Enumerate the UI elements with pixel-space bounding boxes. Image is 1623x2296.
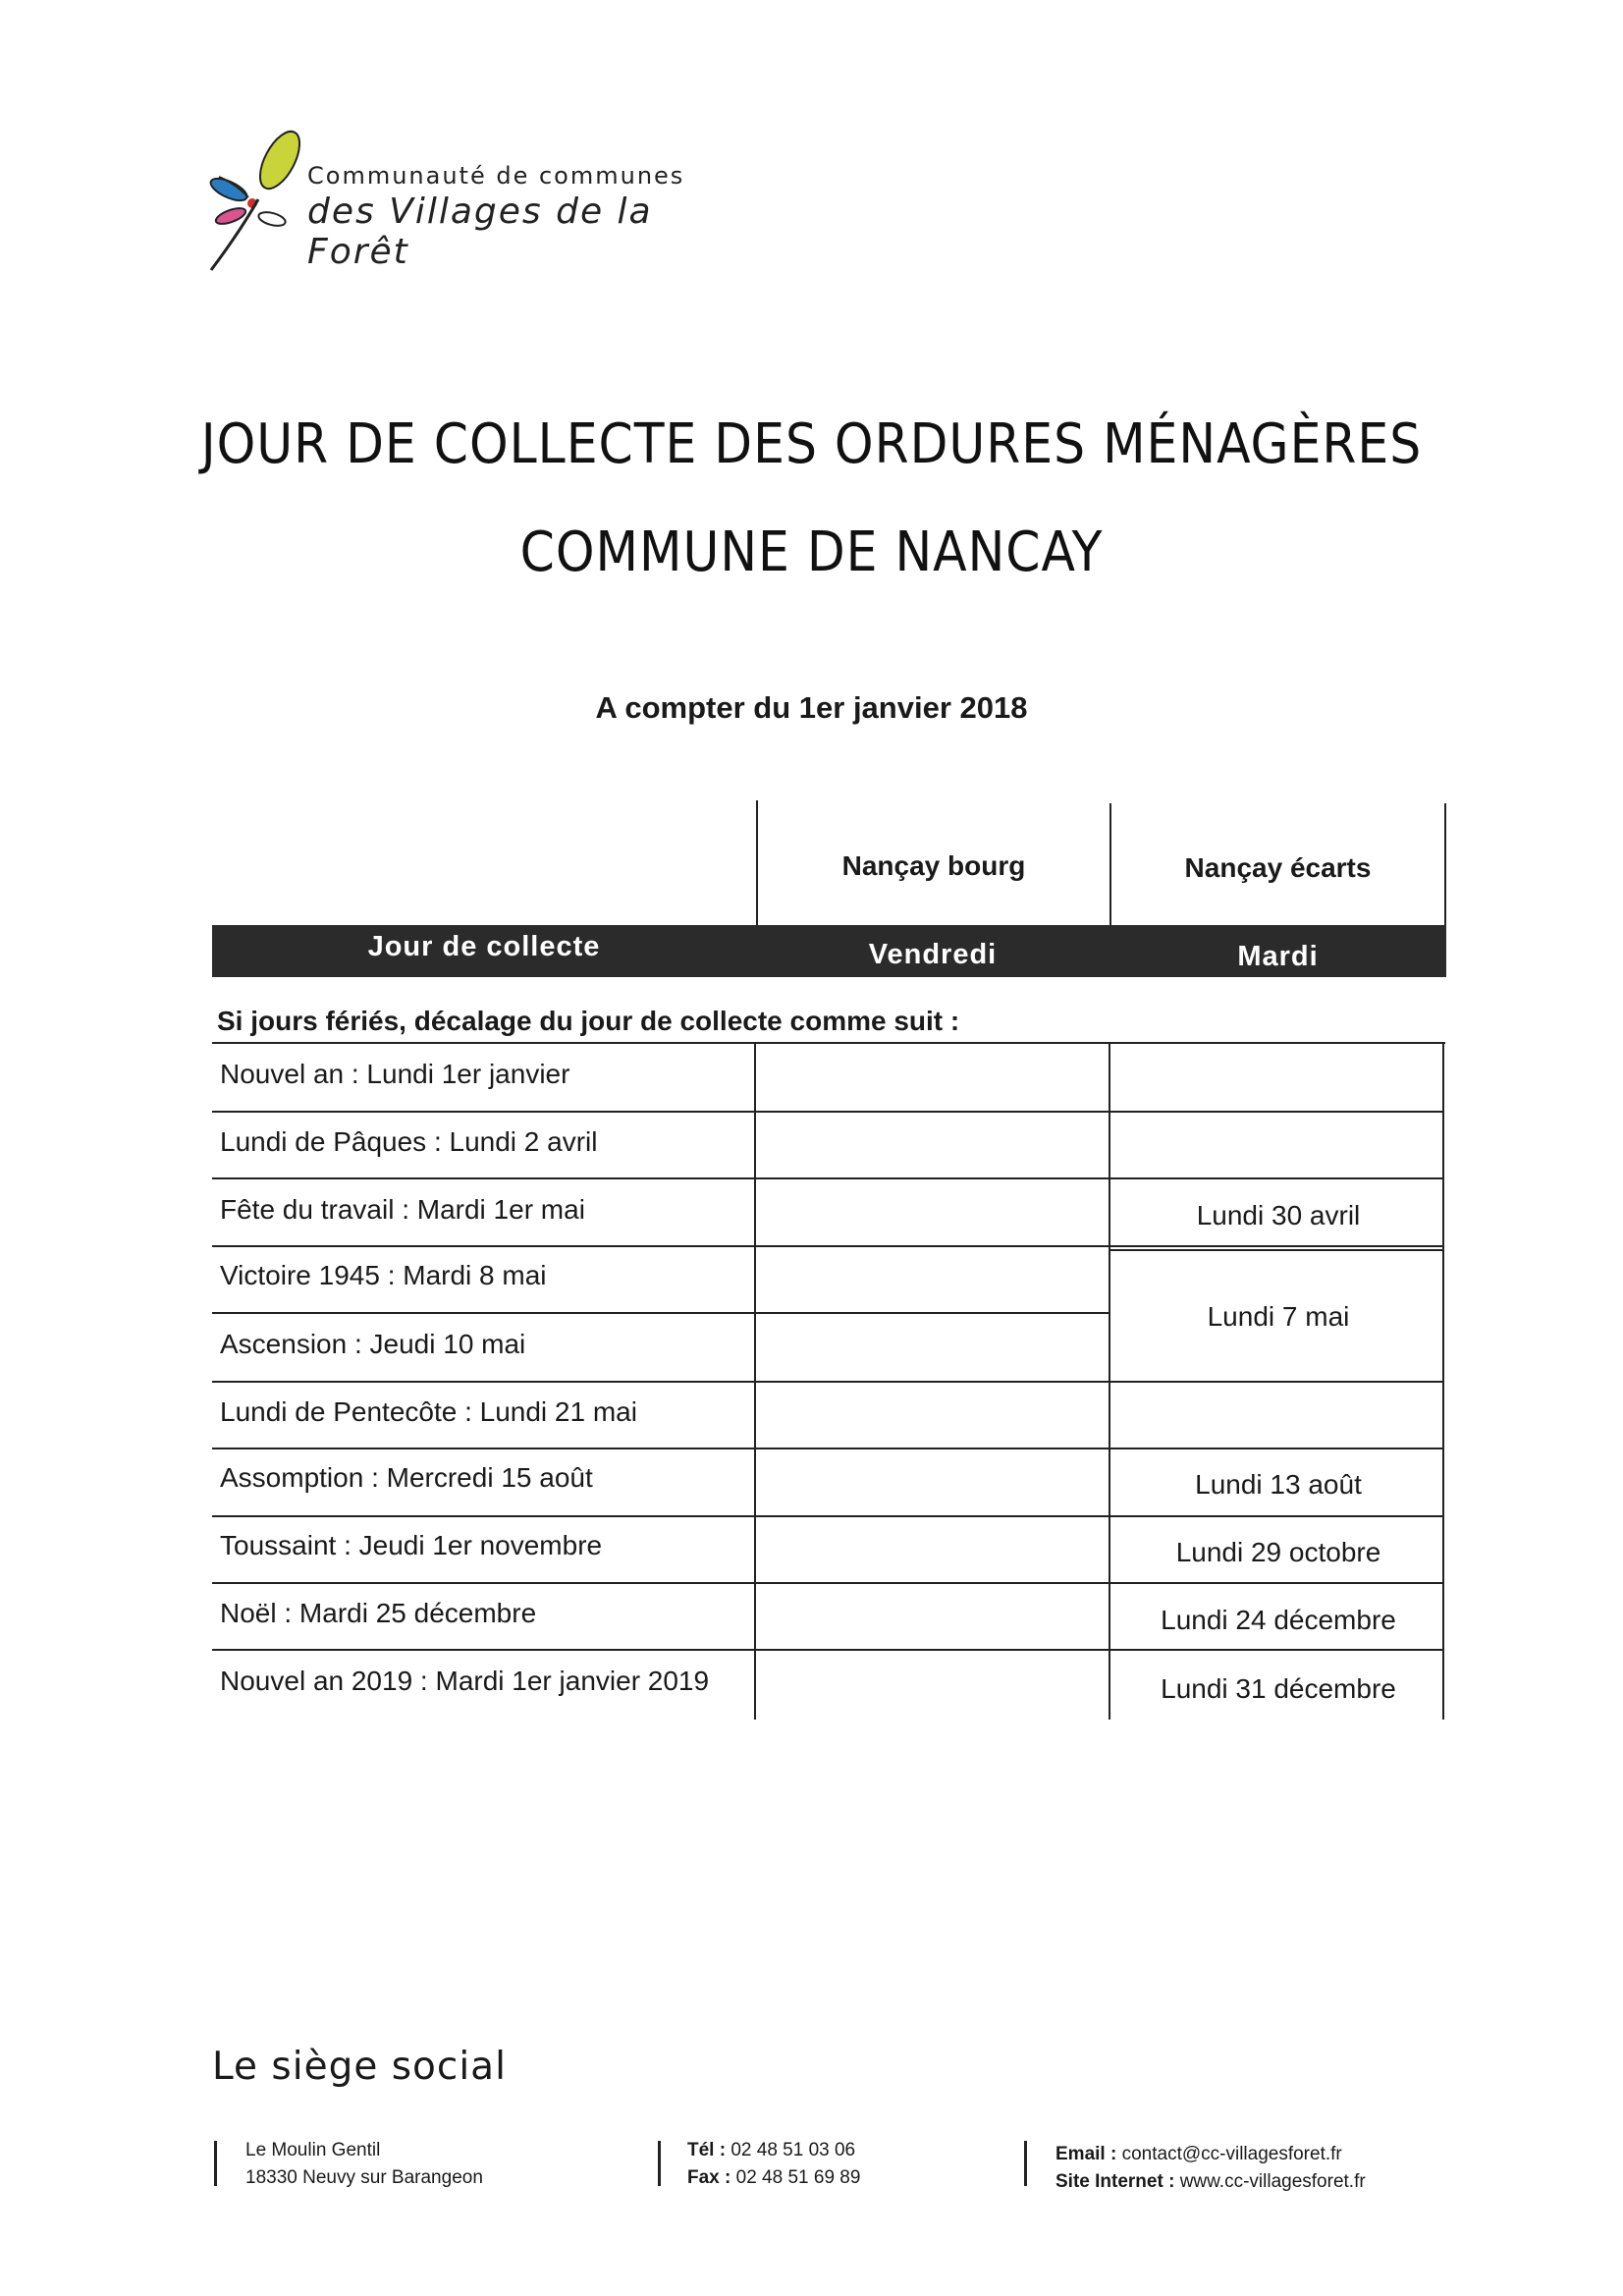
- column-header-bourg: Nançay bourg: [841, 850, 1026, 881]
- holiday-row-label: Toussaint : Jeudi 1er novembre: [220, 1530, 603, 1560]
- table-rule: [212, 1582, 1444, 1584]
- ecarts-cell: Lundi 29 octobre: [1175, 1537, 1381, 1567]
- holiday-row-label: Victoire 1945 : Mardi 8 mai: [220, 1260, 547, 1290]
- ecarts-cell: Lundi 30 avril: [1196, 1200, 1361, 1230]
- collection-day-label: Jour de collecte: [367, 931, 601, 962]
- address-line-2: 18330 Neuvy sur Barangeon: [245, 2167, 483, 2188]
- table-rule: [212, 1042, 1445, 1044]
- column-header-ecarts: Nançay écarts: [1184, 852, 1372, 883]
- footer-title: Le siège social: [212, 2045, 507, 2089]
- email-link[interactable]: contact@cc-villagesforet.fr: [1121, 2144, 1342, 2164]
- holiday-row-label: Ascension : Jeudi 10 mai: [220, 1329, 526, 1359]
- holiday-row-label: Nouvel an : Lundi 1er janvier: [220, 1059, 570, 1089]
- table-rule: [212, 1111, 1444, 1113]
- holiday-note: Si jours fériés, décalage du jour de collecte comme suit :: [217, 1006, 960, 1036]
- page-subtitle-commune: COMMUNE DE NANCAY: [519, 520, 1104, 584]
- ecarts-cell: Lundi 24 décembre: [1161, 1605, 1396, 1635]
- effective-date: A compter du 1er janvier 2018: [595, 690, 1028, 725]
- holiday-row-label: Lundi de Pentecôte : Lundi 21 mai: [220, 1396, 637, 1427]
- site-label: Site Internet :: [1055, 2171, 1175, 2192]
- table-rule: [212, 1649, 1444, 1651]
- tel-value: 02 48 51 03 06: [730, 2140, 856, 2160]
- ecarts-cell: Lundi 13 août: [1195, 1469, 1362, 1500]
- ecarts-cell: Lundi 7 mai: [1207, 1301, 1350, 1332]
- logo-line-2: des Villages de la Forêt: [307, 191, 653, 272]
- footer-divider: [1024, 2141, 1027, 2186]
- address-line-1: Le Moulin Gentil: [245, 2140, 381, 2160]
- footer-divider: [214, 2141, 217, 2186]
- fax-label: Fax :: [687, 2167, 731, 2188]
- holiday-row-label: Nouvel an 2019 : Mardi 1er janvier 2019: [220, 1666, 710, 1696]
- page-title: JOUR DE COLLECTE DES ORDURES MÉNAGÈRES: [200, 412, 1423, 476]
- table-rule: [212, 1312, 1109, 1314]
- tel-label: Tél :: [687, 2140, 727, 2160]
- collection-day-ecarts: Mardi: [1237, 941, 1319, 972]
- holiday-row-label: Assomption : Mercredi 15 août: [220, 1462, 593, 1493]
- ecarts-cell: Lundi 31 décembre: [1161, 1673, 1396, 1704]
- email-label: Email :: [1055, 2144, 1117, 2164]
- footer-contact: [1055, 2141, 1366, 2196]
- fax-value: 02 48 51 69 89: [735, 2167, 861, 2188]
- logo-line-1: Communauté de communes: [307, 162, 685, 190]
- table-rule: [212, 1177, 1444, 1179]
- footer-phone: [687, 2137, 860, 2192]
- table-rule: [212, 1515, 1444, 1517]
- table-divider: [1444, 803, 1446, 926]
- footer-address: [245, 2137, 483, 2192]
- table-rule: [212, 1381, 1444, 1383]
- table-rule: [1109, 1249, 1444, 1251]
- collection-day-bourg: Vendredi: [868, 939, 998, 970]
- table-rule: [212, 1245, 1444, 1247]
- table-rule: [212, 1448, 1444, 1449]
- footer-divider: [658, 2141, 661, 2186]
- holiday-row-label: Lundi de Pâques : Lundi 2 avril: [220, 1126, 598, 1157]
- holiday-row-label: Fête du travail : Mardi 1er mai: [220, 1194, 585, 1225]
- holiday-row-label: Noël : Mardi 25 décembre: [220, 1598, 537, 1628]
- website-link[interactable]: www.cc-villagesforet.fr: [1179, 2171, 1366, 2192]
